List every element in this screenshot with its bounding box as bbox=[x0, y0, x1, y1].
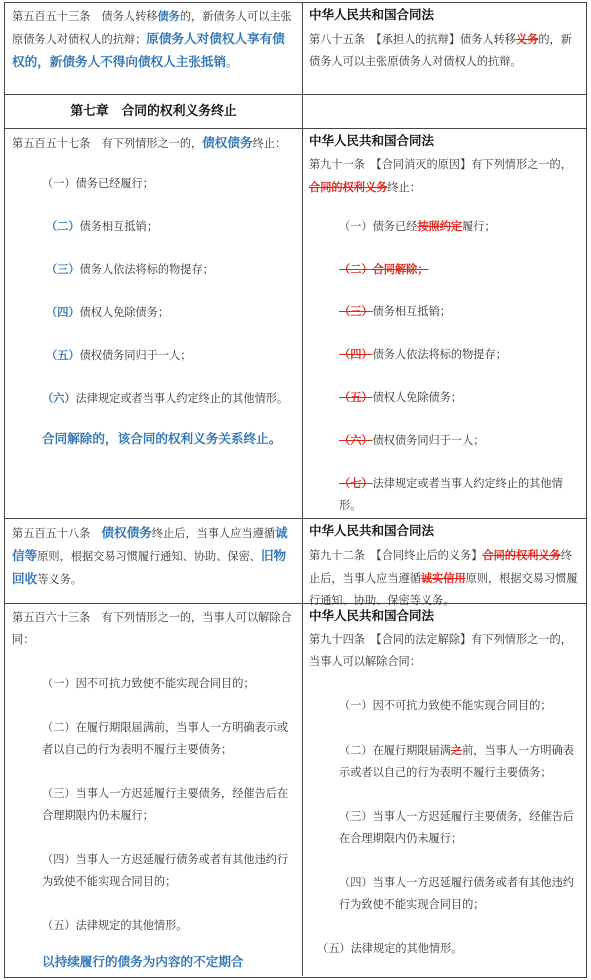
changed-text: 诚实信用 bbox=[420, 571, 466, 585]
item-text: 债权人免除债务； bbox=[79, 306, 170, 319]
changed-text: 合同的权利义务 bbox=[482, 548, 561, 562]
civil-code-558: 第五百五十八条 债权债务终止后，当事人应当遵循诚信等原则，根据交易习惯履行通知、协助、保密、旧物回收等义务。 bbox=[5, 519, 303, 603]
changed-text: 合同的权利义务 bbox=[309, 180, 388, 194]
right-item-6: （六）债权债务同归于一人； bbox=[339, 433, 485, 447]
item-4: （四）当事人一方迟延履行债务或者有其他违约行为致使不能实现合同目的； bbox=[42, 853, 289, 888]
row-558 bbox=[5, 519, 586, 607]
right-item-3: （三）债务相互抵销； bbox=[339, 304, 451, 318]
law-heading: 中华人民共和国合同法 bbox=[309, 7, 435, 22]
text: 第五百六十三条 有下列情形之一的，当事人可以解除合同： bbox=[12, 611, 292, 646]
item-1 bbox=[12, 173, 294, 195]
item-text: 债务相互抵销； bbox=[79, 220, 158, 233]
text: 的，新债务人可以主张原债务人对债权人的抗辩。 bbox=[309, 33, 572, 68]
item-text: 债务已经履行； bbox=[75, 177, 154, 190]
law-heading: 中华人民共和国合同法 bbox=[309, 523, 435, 538]
text: 第八十五条 【承担人的抗辩】债务人转移 bbox=[309, 33, 516, 46]
text: 第五百五十七条 有下列情形之一的， bbox=[12, 137, 203, 150]
civil-code-557 bbox=[5, 129, 303, 518]
highlight: 旧物回收 bbox=[12, 548, 287, 586]
changed-text: 按照约定 bbox=[417, 219, 463, 233]
civil-code-563 bbox=[5, 604, 303, 976]
right-item-4: （四）当事人一方迟延履行债务或者有其他违约行为致使不能实现合同目的； bbox=[339, 876, 574, 911]
row-553 bbox=[5, 3, 586, 95]
highlight: 合同解除的，该合同的权利义务关系终止。 bbox=[42, 431, 282, 446]
item-num: （二） bbox=[46, 220, 80, 233]
highlight: 以持续履行的债务为内容的不定期合 bbox=[42, 954, 244, 969]
text: 的，新债务人可以主张原债务人对债权人的抗辩； bbox=[12, 10, 292, 46]
item-5 bbox=[12, 345, 294, 367]
row-557 bbox=[5, 129, 586, 519]
chapter-cell bbox=[5, 95, 303, 128]
law-heading: 中华人民共和国合同法 bbox=[309, 608, 435, 623]
right-item-7: （七）法律规定或者当事人约定终止的其他情形。 bbox=[339, 476, 563, 512]
item-num: （五） bbox=[46, 349, 80, 362]
comparison-table bbox=[4, 2, 587, 978]
right-item-5: （五）法律规定的其他情形。 bbox=[317, 942, 463, 955]
chapter-title: 第七章 合同的权利义务终止 bbox=[70, 104, 237, 119]
text: 终止： bbox=[252, 137, 287, 150]
right-item-2: （二）在履行期限届满之前，当事人一方明确表示或者以自己的行为表明不履行主要债务； bbox=[339, 743, 574, 779]
text: 第九十一条 【合同消灭的原因】有下列情形之一的， bbox=[309, 158, 572, 171]
item-text: 债权债务同归于一人； bbox=[79, 349, 192, 362]
text: 。 bbox=[226, 56, 238, 69]
highlight: 诚信等 bbox=[12, 525, 288, 563]
contract-law-85 bbox=[303, 3, 586, 94]
chapter-row bbox=[5, 95, 586, 129]
item-1: （一）因不可抗力致使不能实现合同目的； bbox=[42, 677, 255, 690]
item-num: （六） bbox=[42, 392, 76, 405]
contract-law-91 bbox=[303, 129, 586, 518]
highlight: 原债务人对债权人享有债权的，新债务人不得向债权人主张抵销 bbox=[12, 31, 285, 69]
right-item-4: （四）债务人依法将标的物提存； bbox=[339, 347, 507, 361]
item-3: （三）当事人一方迟延履行主要债务，经催告后在合理期限内仍未履行； bbox=[42, 787, 289, 822]
item-2 bbox=[12, 216, 294, 238]
civil-code-553 bbox=[5, 3, 303, 94]
changed-text: 义务 bbox=[515, 32, 539, 46]
chapter-empty-cell bbox=[303, 95, 586, 128]
right-item-2: （二）合同解除； bbox=[339, 262, 429, 276]
highlight: 债务 bbox=[157, 10, 180, 23]
contract-law-94 bbox=[303, 604, 586, 976]
contract-law-92: 中华人民共和国合同法 第九十二条 【合同终止后的义务】合同的权利义务终止后，当事人应当遵循诚实信用原则，根据交易习惯履行通知、协助、保密等义务。 bbox=[303, 519, 586, 603]
item-3 bbox=[12, 259, 294, 281]
text: 第九十四条 【合同的法定解除】有下列情形之一的，当事人可以解除合同： bbox=[309, 633, 572, 668]
item-text: 法律规定或者当事人约定终止的其他情形。 bbox=[75, 392, 289, 405]
right-item-1: （一）因不可抗力致使不能实现合同目的； bbox=[339, 699, 552, 712]
right-item-5: （五）债权人免除债务； bbox=[339, 390, 463, 404]
item-num: （三） bbox=[46, 263, 80, 276]
law-heading: 中华人民共和国合同法 bbox=[309, 133, 435, 148]
item-6 bbox=[12, 388, 294, 410]
highlight: 债权债务 bbox=[202, 135, 253, 150]
item-num: （一） bbox=[42, 177, 76, 190]
item-5: （五）法律规定的其他情形。 bbox=[42, 919, 188, 932]
highlight: 债权债务 bbox=[101, 525, 152, 540]
item-num: （四） bbox=[46, 306, 80, 319]
item-4 bbox=[12, 302, 294, 324]
text: 第五百五十三条 债务人转移 bbox=[12, 10, 158, 23]
text: 终止： bbox=[387, 181, 421, 194]
changed-text: 之 bbox=[450, 743, 463, 757]
item-2: （二）在履行期限届满前，当事人一方明确表示或者以自己的行为表明不履行主要债务； bbox=[42, 721, 289, 756]
right-item-3: （三）当事人一方迟延履行主要债务，经催告后在合理期限内仍未履行； bbox=[339, 810, 574, 845]
row-563 bbox=[5, 604, 586, 976]
item-text: 债务人依法将标的物提存； bbox=[79, 263, 214, 276]
right-item-1: （一）债务已经按照约定履行； bbox=[339, 219, 496, 233]
